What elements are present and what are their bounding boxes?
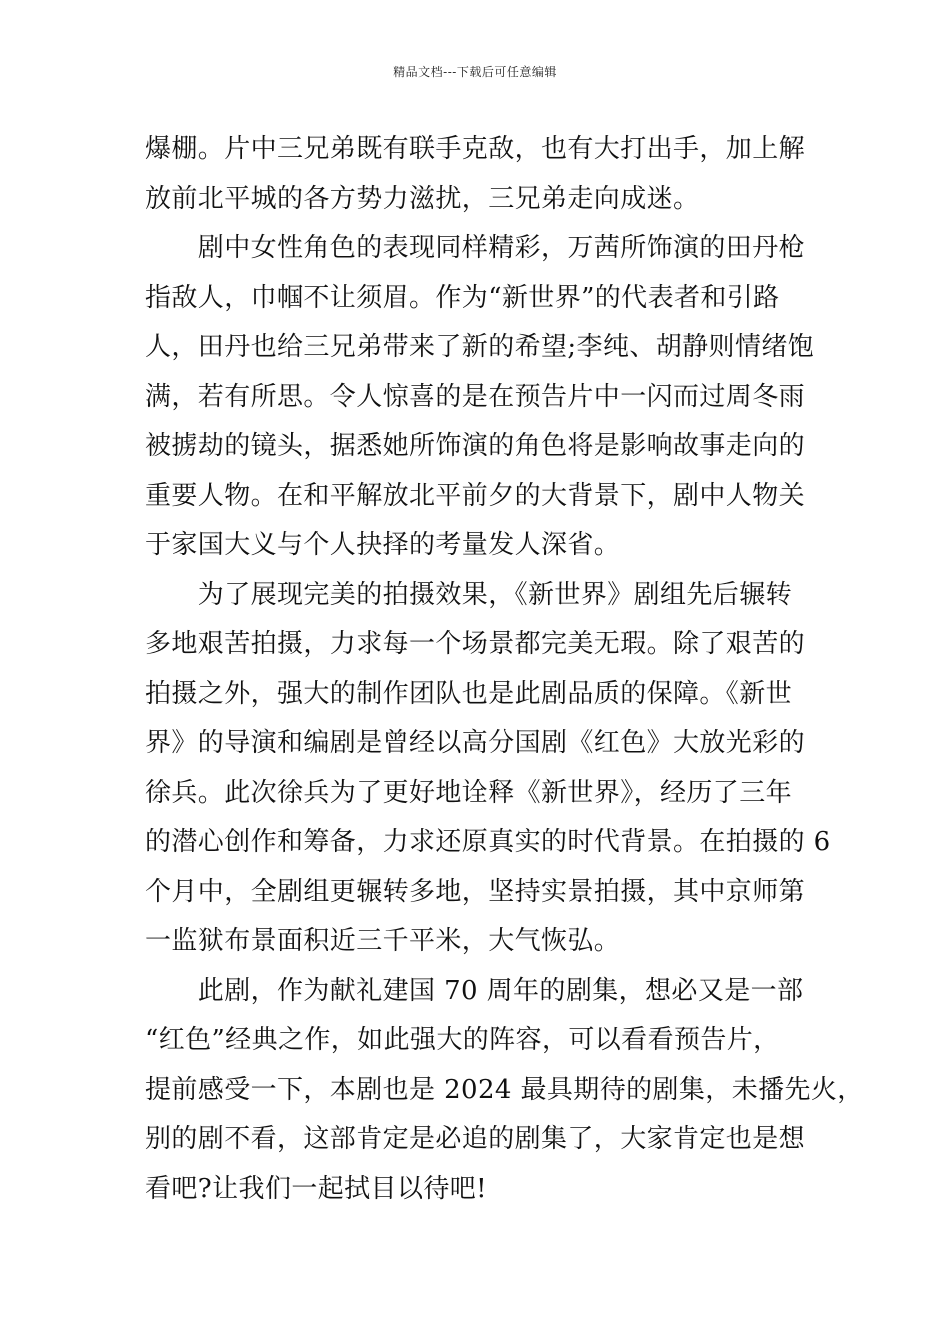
text-line: 剧中女性角色的表现同样精彩，万茜所饰演的田丹枪 [145, 233, 806, 263]
text-line: 看吧?让我们一起拭目以待吧! [145, 1173, 487, 1204]
paragraph-1 [145, 125, 813, 224]
paragraph-3 [145, 571, 831, 967]
page-header: 精品文档---下载后可任意编辑 [393, 65, 557, 79]
text-line: 指敌人，巾帼不让须眉。作为“新世界”的代表者和引路 [145, 282, 780, 313]
paragraph-4 [145, 967, 864, 1215]
text-line: 徐兵。此次徐兵为了更好地诠释《新世界》，经历了三年 [145, 777, 793, 808]
text-line: 一监狱布景面积近三千平米，大气恢弘。 [145, 926, 621, 956]
text-line: 爆棚。片中三兄弟既有联手克敌，也有大打出手，加上解 [145, 134, 806, 164]
text-line: 个月中，全剧组更辗转多地，坚持实景拍摄，其中京师第 [145, 876, 806, 907]
text-line: 人，田丹也给三兄弟带来了新的希望;李纯、胡静则情绪饱 [145, 332, 815, 362]
text-line: 多地艰苦拍摄，力求每一个场景都完美无瑕。除了艰苦的 [145, 629, 806, 659]
document-body [145, 125, 864, 1214]
text-line: 满，若有所思。令人惊喜的是在预告片中一闪而过周冬雨 [145, 381, 806, 412]
paragraph-2 [145, 224, 813, 571]
text-line: 的潜心创作和筹备，力求还原真实的时代背景。在拍摄的 6 [145, 827, 831, 857]
text-line: 重要人物。在和平解放北平前夕的大背景下，剧中人物关 [145, 480, 806, 511]
text-line: 别的剧不看，这部肯定是必追的剧集了，大家肯定也是想 [145, 1124, 806, 1154]
text-line: 为了展现完美的拍摄效果，《新世界》剧组先后辗转 [145, 579, 793, 610]
text-line: 于家国大义与个人抉择的考量发人深省。 [145, 530, 621, 560]
text-line: “红色”经典之作，如此强大的阵容，可以看看预告片， [145, 1025, 780, 1055]
text-line: 放前北平城的各方势力滋扰，三兄弟走向成迷。 [145, 183, 700, 214]
text-line: 界》的导演和编剧是曾经以高分国剧《红色》大放光彩的 [145, 728, 806, 758]
text-line: 被掳劫的镜头，据悉她所饰演的角色将是影响故事走向的 [145, 431, 806, 461]
text-line: 拍摄之外，强大的制作团队也是此剧品质的保障。《新世 [145, 678, 793, 709]
text-line: 此剧，作为献礼建国 70 周年的剧集，想必又是一部 [145, 975, 804, 1006]
text-line: 提前感受一下，本剧也是 2024 最具期待的剧集，未播先火， [145, 1074, 864, 1105]
